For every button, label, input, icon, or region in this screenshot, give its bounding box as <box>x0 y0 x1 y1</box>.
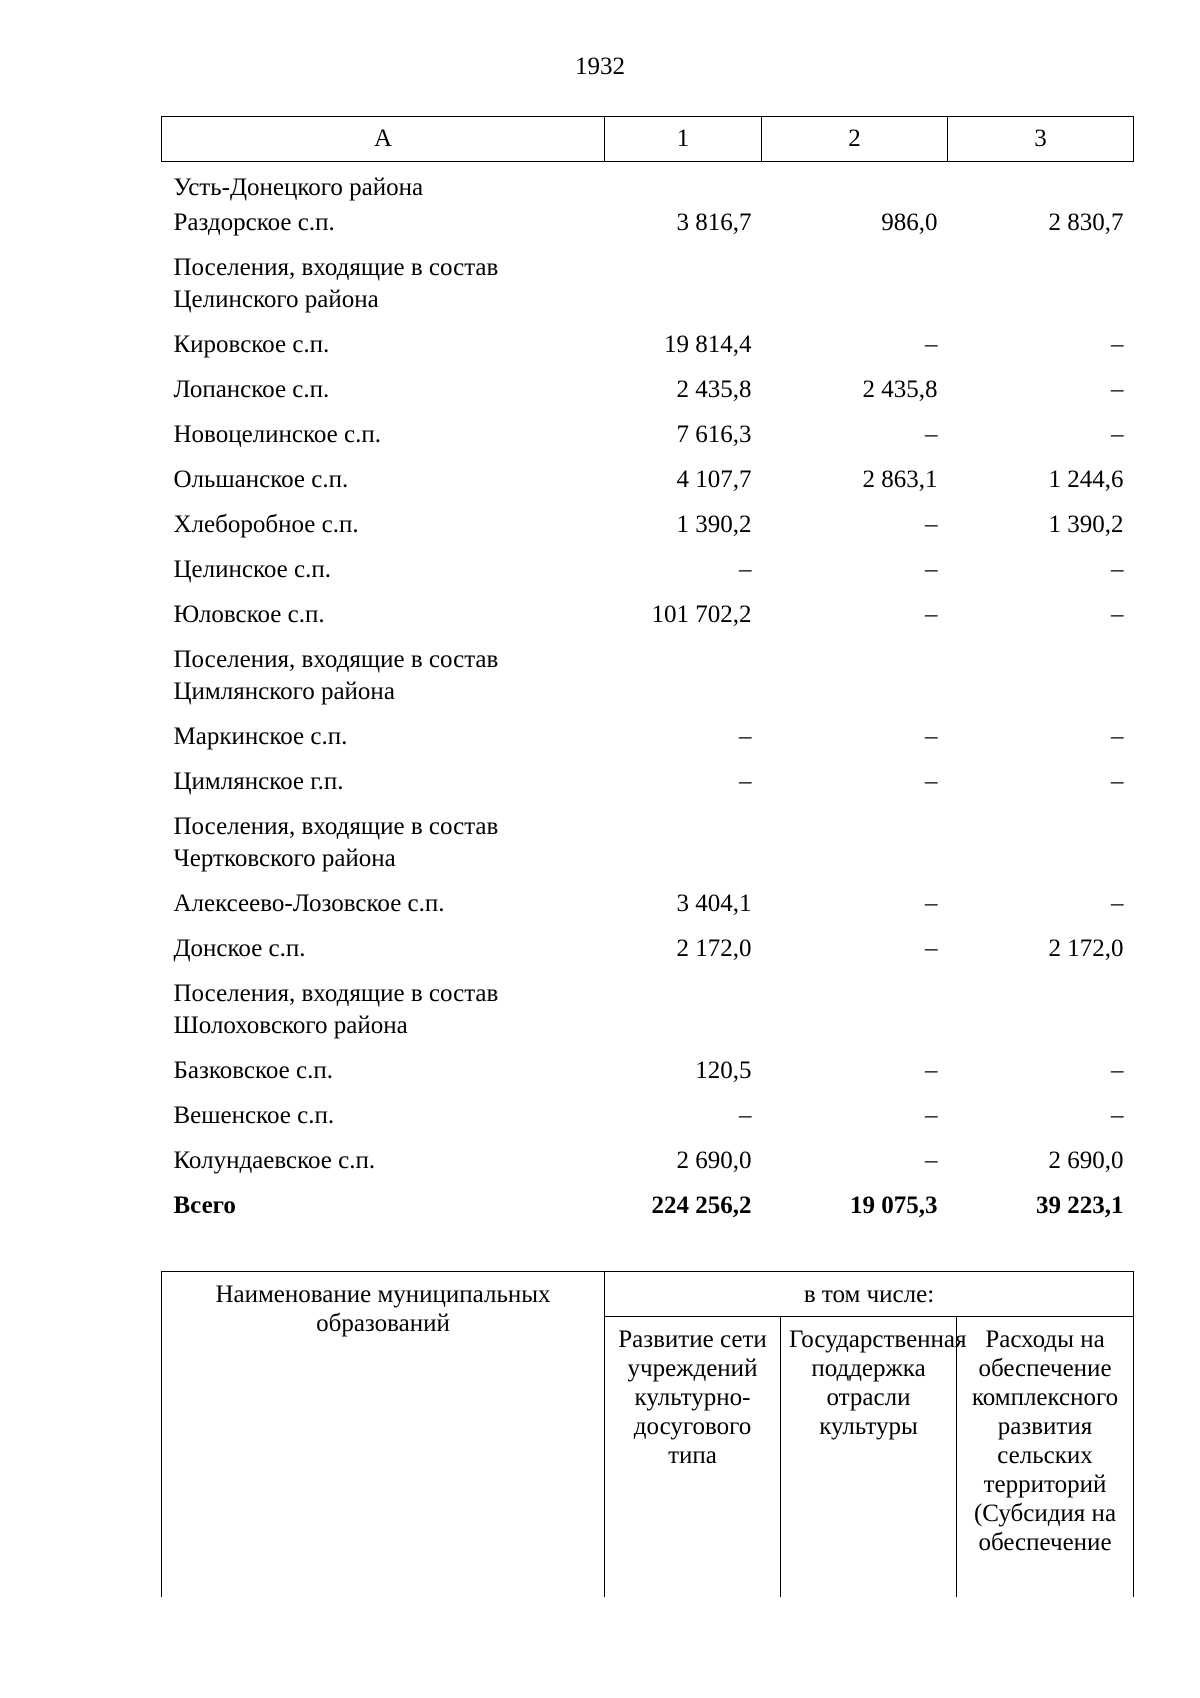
next-table-header <box>161 1271 1134 1597</box>
value-col-3: – <box>1111 768 1124 795</box>
district-heading: Поселения, входящие в состав Шолоховского района <box>173 980 499 1039</box>
district-heading: Поселения, входящие в состав Чертковского района <box>173 813 499 872</box>
value-col-2: 986,0 <box>881 209 938 236</box>
table-row <box>162 162 1134 208</box>
table-row <box>162 419 1134 464</box>
value-col-3: 1 244,6 <box>1048 466 1124 493</box>
value-col-3 <box>948 162 1134 208</box>
value-col-3 <box>948 252 1134 329</box>
settlement-name: Новоцелинское с.п. <box>173 421 381 448</box>
value-total: 120,5 <box>695 1057 752 1084</box>
value-col-2 <box>762 252 948 329</box>
value-col-2 <box>762 811 948 888</box>
table-row <box>162 509 1134 554</box>
rural-development-header: Расходы на обеспечение комплексного развития сельских территорий (Субсидия на обеспечение <box>957 1317 1134 1598</box>
settlement-name: Колундаевское с.п. <box>173 1147 376 1174</box>
column-header-3: 3 <box>948 117 1134 162</box>
value-col-3: 1 390,2 <box>1048 511 1124 538</box>
district-heading: Поселения, входящие в состав Целинского района <box>173 254 499 313</box>
value-col-2: – <box>925 331 938 358</box>
table-row <box>162 978 1134 1055</box>
culture-network-header: Развитие сети учреждений культурно-досугового типа <box>605 1317 781 1598</box>
value-total: 2 172,0 <box>676 935 752 962</box>
value-col-3: – <box>1111 723 1124 750</box>
value-total <box>605 978 762 1055</box>
value-total: 101 702,2 <box>651 601 752 628</box>
value-col-2: – <box>925 601 938 628</box>
value-total: 19 814,4 <box>664 331 752 358</box>
district-heading: Усть-Донецкого района <box>173 174 424 201</box>
column-header-a: А <box>162 117 605 162</box>
total-value-3: 39 223,1 <box>1036 1192 1124 1219</box>
value-col-3 <box>948 978 1134 1055</box>
column-header-1: 1 <box>605 117 762 162</box>
value-col-3: – <box>1111 421 1124 448</box>
settlement-name: Базковское с.п. <box>173 1057 333 1084</box>
value-col-2: – <box>925 1147 938 1174</box>
value-total: 2 435,8 <box>676 376 752 403</box>
value-total <box>605 162 762 208</box>
value-col-3 <box>948 811 1134 888</box>
value-total <box>605 644 762 721</box>
value-total: – <box>739 1102 752 1129</box>
table-row <box>162 1055 1134 1100</box>
value-total: 3 404,1 <box>676 890 752 917</box>
settlement-name: Маркинское с.п. <box>173 723 348 750</box>
value-col-3: – <box>1111 556 1124 583</box>
table-row <box>162 766 1134 811</box>
table-row <box>162 933 1134 978</box>
table-row <box>162 721 1134 766</box>
value-total: – <box>739 723 752 750</box>
table-row <box>162 811 1134 888</box>
settlement-name: Цимлянское г.п. <box>173 768 344 795</box>
total-value-1: 224 256,2 <box>651 1192 752 1219</box>
value-col-2: – <box>925 421 938 448</box>
total-value-2: 19 075,3 <box>850 1192 938 1219</box>
table-row <box>162 644 1134 721</box>
value-col-3: – <box>1111 1102 1124 1129</box>
settlement-name: Юловское с.п. <box>173 601 325 628</box>
table-row <box>162 329 1134 374</box>
state-support-header: Государственная поддержка отрасли культуры <box>781 1317 957 1598</box>
value-total: – <box>739 556 752 583</box>
value-total: 2 690,0 <box>676 1147 752 1174</box>
settlement-name: Лопанское с.п. <box>173 376 330 403</box>
settlement-name: Вешенское с.п. <box>173 1102 335 1129</box>
value-col-2 <box>762 978 948 1055</box>
settlement-name: Целинское с.п. <box>173 556 331 583</box>
table-row <box>162 554 1134 599</box>
value-col-2: 2 863,1 <box>862 466 938 493</box>
table-row <box>162 464 1134 509</box>
settlement-name: Донское с.п. <box>173 935 306 962</box>
value-total: 3 816,7 <box>676 209 752 236</box>
value-col-2 <box>762 162 948 208</box>
settlement-name: Раздорское с.п. <box>173 209 335 236</box>
value-col-2: – <box>925 890 938 917</box>
total-row <box>162 1190 1134 1235</box>
value-col-2: – <box>925 1102 938 1129</box>
value-col-2: – <box>925 1057 938 1084</box>
district-heading: Поселения, входящие в состав Цимлянского района <box>173 646 499 705</box>
value-total <box>605 811 762 888</box>
subsidy-table <box>161 116 1134 1235</box>
value-total: – <box>739 768 752 795</box>
value-col-3 <box>948 644 1134 721</box>
value-col-2: – <box>925 768 938 795</box>
value-col-3: 2 830,7 <box>1048 209 1124 236</box>
value-col-2 <box>762 644 948 721</box>
column-number-row <box>162 117 1134 162</box>
table-row <box>162 599 1134 644</box>
value-total <box>605 252 762 329</box>
total-label: Всего <box>173 1192 236 1219</box>
table-row <box>162 888 1134 933</box>
value-col-3: – <box>1111 376 1124 403</box>
municipality-name-header: Наименование муниципальных образований <box>162 1272 605 1598</box>
table-body <box>162 162 1134 1236</box>
value-total: 1 390,2 <box>676 511 752 538</box>
value-col-3: – <box>1111 1057 1124 1084</box>
value-col-3: 2 690,0 <box>1048 1147 1124 1174</box>
table-row <box>162 374 1134 419</box>
settlement-name: Кировское с.п. <box>173 331 330 358</box>
value-col-2: – <box>925 723 938 750</box>
including-header: в том числе: <box>605 1272 1134 1317</box>
page-number: 1932 <box>575 53 625 80</box>
value-col-3: – <box>1111 331 1124 358</box>
column-header-2: 2 <box>762 117 948 162</box>
value-col-3: – <box>1111 601 1124 628</box>
value-col-2: – <box>925 935 938 962</box>
value-col-3: – <box>1111 890 1124 917</box>
settlement-name: Хлеборобное с.п. <box>173 511 359 538</box>
settlement-name: Ольшанское с.п. <box>173 466 349 493</box>
settlement-name: Алексеево-Лозовское с.п. <box>173 890 445 917</box>
table-row <box>162 1145 1134 1190</box>
value-total: 7 616,3 <box>676 421 752 448</box>
value-col-3: 2 172,0 <box>1048 935 1124 962</box>
value-col-2: 2 435,8 <box>862 376 938 403</box>
table-row <box>162 1100 1134 1145</box>
table-row <box>162 207 1134 252</box>
table-row <box>162 252 1134 329</box>
value-col-2: – <box>925 556 938 583</box>
value-total: 4 107,7 <box>676 466 752 493</box>
value-col-2: – <box>925 511 938 538</box>
